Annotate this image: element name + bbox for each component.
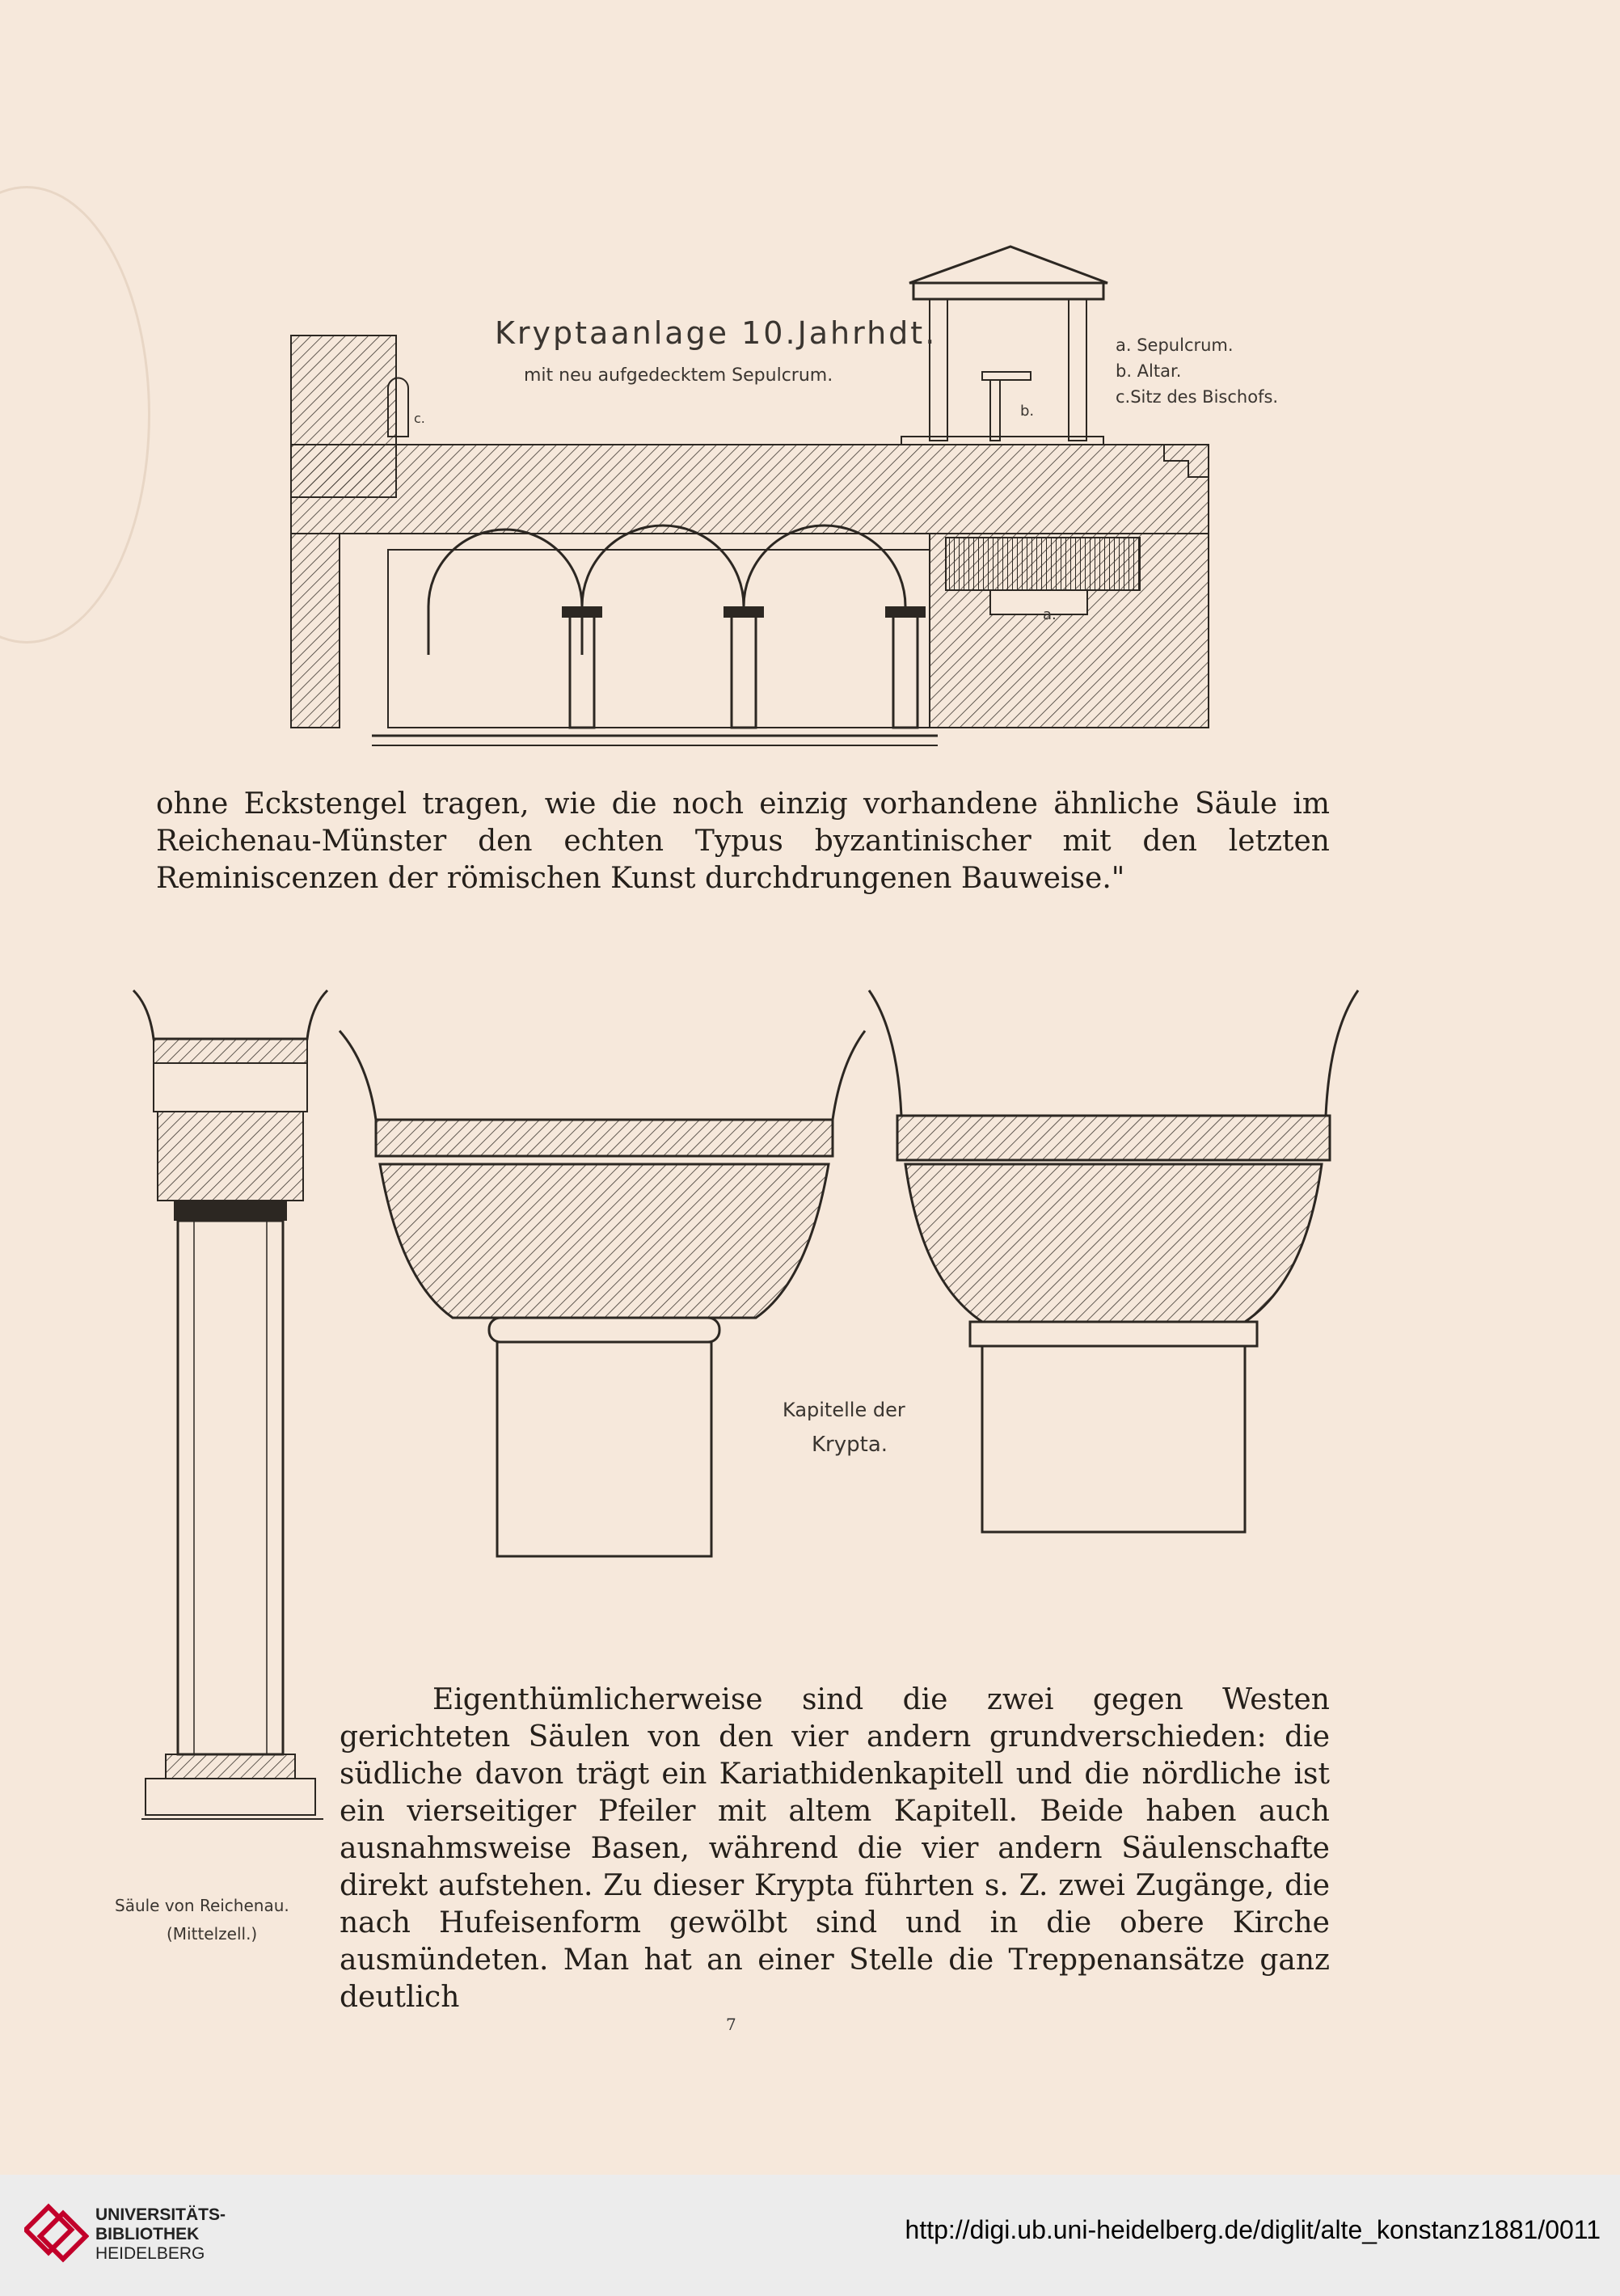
column-caption-line2: (Mittelzell.) (167, 1924, 258, 1944)
mark-c: c. (414, 411, 425, 426)
capitals-caption-line1: Kapitelle der (783, 1399, 905, 1421)
capitals-caption-line2: Krypta. (812, 1433, 888, 1457)
crypt-title: Kryptaanlage 10.Jahrhdt. (495, 315, 938, 351)
column-drawing (129, 974, 331, 1880)
column-caption-line1: Säule von Reichenau. (115, 1896, 289, 1915)
library-footer (0, 2175, 1620, 2296)
institution-line2: BIBLIOTHEK (95, 2225, 200, 2243)
source-url-link[interactable]: http://digi.ub.uni-heidelberg.de/diglit/alte_konstanz1881/0011 (905, 2215, 1601, 2244)
library-logo-icon (24, 2199, 89, 2264)
legend-item-a: a. Sepulcrum. (1116, 336, 1234, 355)
paper-stain (0, 186, 150, 644)
paragraph-1: ohne Eckstengel tragen, wie die noch einzig vorhandene ähnliche Säule im Reichenau-Münster den echten Typus byzantinischer mit den letzten Reminiscenzen der römischen Kunst durchdrungenen Bauweise." (156, 787, 1330, 895)
legend-item-b: b. Altar. (1116, 361, 1182, 381)
mark-a: a. (1043, 606, 1057, 623)
capital-drawing-2 (865, 982, 1366, 1536)
institution-line1: UNIVERSITÄTS- (95, 2205, 226, 2224)
institution-line3: HEIDELBERG (95, 2244, 205, 2263)
page-number: 7 (726, 2015, 736, 2034)
paragraph-2: Eigenthümlicherweise sind die zwei gegen Westen gerichteten Säulen von den vier andern grundverschieden: die südliche davon trägt ein Kariathidenkapitell und die nördliche ist ein vierseitiger Pfeiler mit altem Kapitell. Beide haben auch ausnahmsweise Basen, während die vier andern Säulenschafte direkt aufstehen. Zu dieser Krypta führten s. Z. zwei Zugänge, die nach Hufeisenform gewölbt sind und in die obere Kirche ausmündeten. Man hat an einer Stelle die Treppenansätze ganz deutlich (340, 1683, 1330, 2014)
crypt-section-drawing (275, 234, 1293, 768)
institution-name (95, 2205, 226, 2264)
mark-b: b. (1020, 403, 1035, 420)
legend-item-c: c.Sitz des Bischofs. (1116, 387, 1279, 407)
capital-drawing-1 (335, 1015, 869, 1564)
crypt-subtitle: mit neu aufgedecktem Sepulcrum. (524, 365, 833, 386)
